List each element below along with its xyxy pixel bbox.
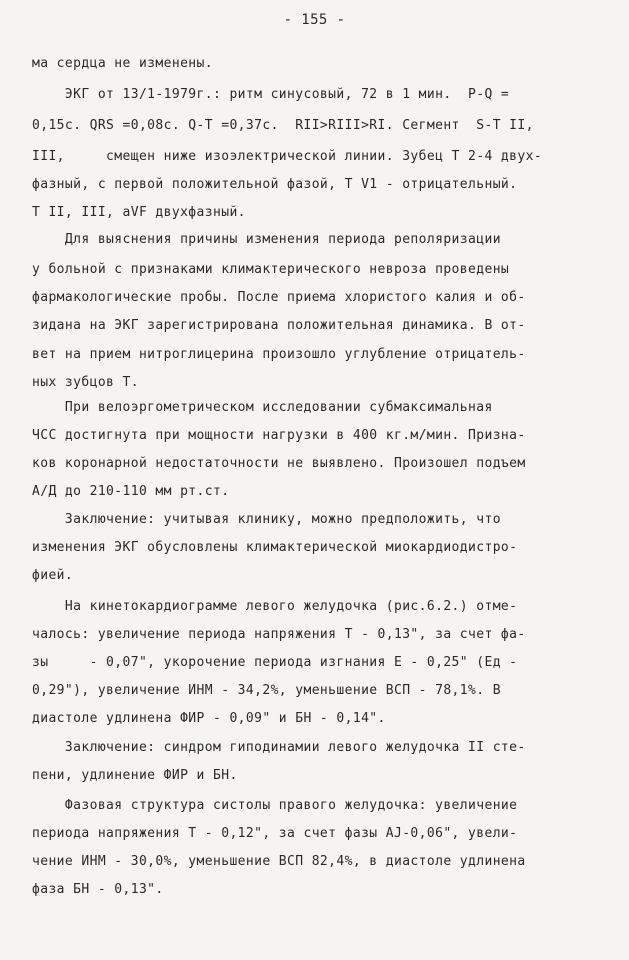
text-line-23: 0,29"), увеличение ИНМ - 34,2%, уменьшение ВСП - 78,1%. В xyxy=(32,683,501,698)
text-line-1: ма сердца не изменены. xyxy=(32,56,213,71)
text-line-6: Т II, III, aVF двухфазный. xyxy=(32,205,246,220)
text-line-5: фазный, с первой положительной фазой, Т V1 - отрицательный. xyxy=(32,177,518,192)
text-line-8: у больной с признаками климактерического невроза проведены xyxy=(32,262,510,277)
text-line-7: Для выяснения причины изменения периода реполяризации xyxy=(32,232,501,247)
text-line-2: ЭКГ от 13/1-1979г.: ритм синусовый, 72 в 1 мин. P-Q = xyxy=(32,87,510,102)
text-line-4: III, смещен ниже изоэлектрической линии. Зубец Т 2-4 двух- xyxy=(32,149,543,164)
text-line-13: При велоэргометрическом исследовании субмаксимальная xyxy=(32,400,493,415)
text-line-21: чалось: увеличение периода напряжения Т - 0,13", за счет фа- xyxy=(32,627,526,642)
text-line-17: Заключение: учитывая клинику, можно предположить, что xyxy=(32,512,501,527)
text-line-12: ных зубцов Т. xyxy=(32,375,139,390)
text-line-11: вет на прием нитроглицерина произошло углубление отрицатель- xyxy=(32,347,526,362)
text-line-27: Фазовая структура систолы правого желудочка: увеличение xyxy=(32,798,518,813)
text-line-25: Заключение: синдром гиподинамии левого желудочка II сте- xyxy=(32,740,526,755)
text-line-18: изменения ЭКГ обусловлены климактерической миокардиодистро- xyxy=(32,540,518,555)
text-line-22: зы - 0,07", укорочение периода изгнания Е - 0,25" (Ед - xyxy=(32,655,518,670)
text-line-10: зидана на ЭКГ зарегистрирована положительная динамика. В от- xyxy=(32,318,526,333)
text-line-3: 0,15с. QRS =0,08с. Q-T =0,37с. RII>RIII>RI. Сегмент S-T II, xyxy=(32,118,534,133)
page-number: - 155 - xyxy=(283,12,346,28)
text-line-26: пени, удлинение ФИР и БН. xyxy=(32,768,238,783)
text-line-15: ков коронарной недостаточности не выявлено. Произошел подъем xyxy=(32,456,526,471)
text-line-24: диастоле удлинена ФИР - 0,09" и БН - 0,14". xyxy=(32,711,386,726)
text-line-16: А/Д до 210-110 мм рт.ст. xyxy=(32,484,230,499)
text-line-19: фией. xyxy=(32,568,74,583)
text-line-28: периода напряжения Т - 0,12", за счет фазы АЈ-0,06", увели- xyxy=(32,826,518,841)
text-line-29: чение ИНМ - 30,0%, уменьшение ВСП 82,4%, в диастоле удлинена xyxy=(32,854,526,869)
text-line-14: ЧСС достигнута при мощности нагрузки в 400 кг.м/мин. Призна- xyxy=(32,428,526,443)
text-line-9: фармакологические пробы. После приема хлористого калия и об- xyxy=(32,290,526,305)
text-line-20: На кинетокардиограмме левого желудочка (рис.6.2.) отме- xyxy=(32,599,518,614)
text-line-30: фаза БН - 0,13". xyxy=(32,882,164,897)
